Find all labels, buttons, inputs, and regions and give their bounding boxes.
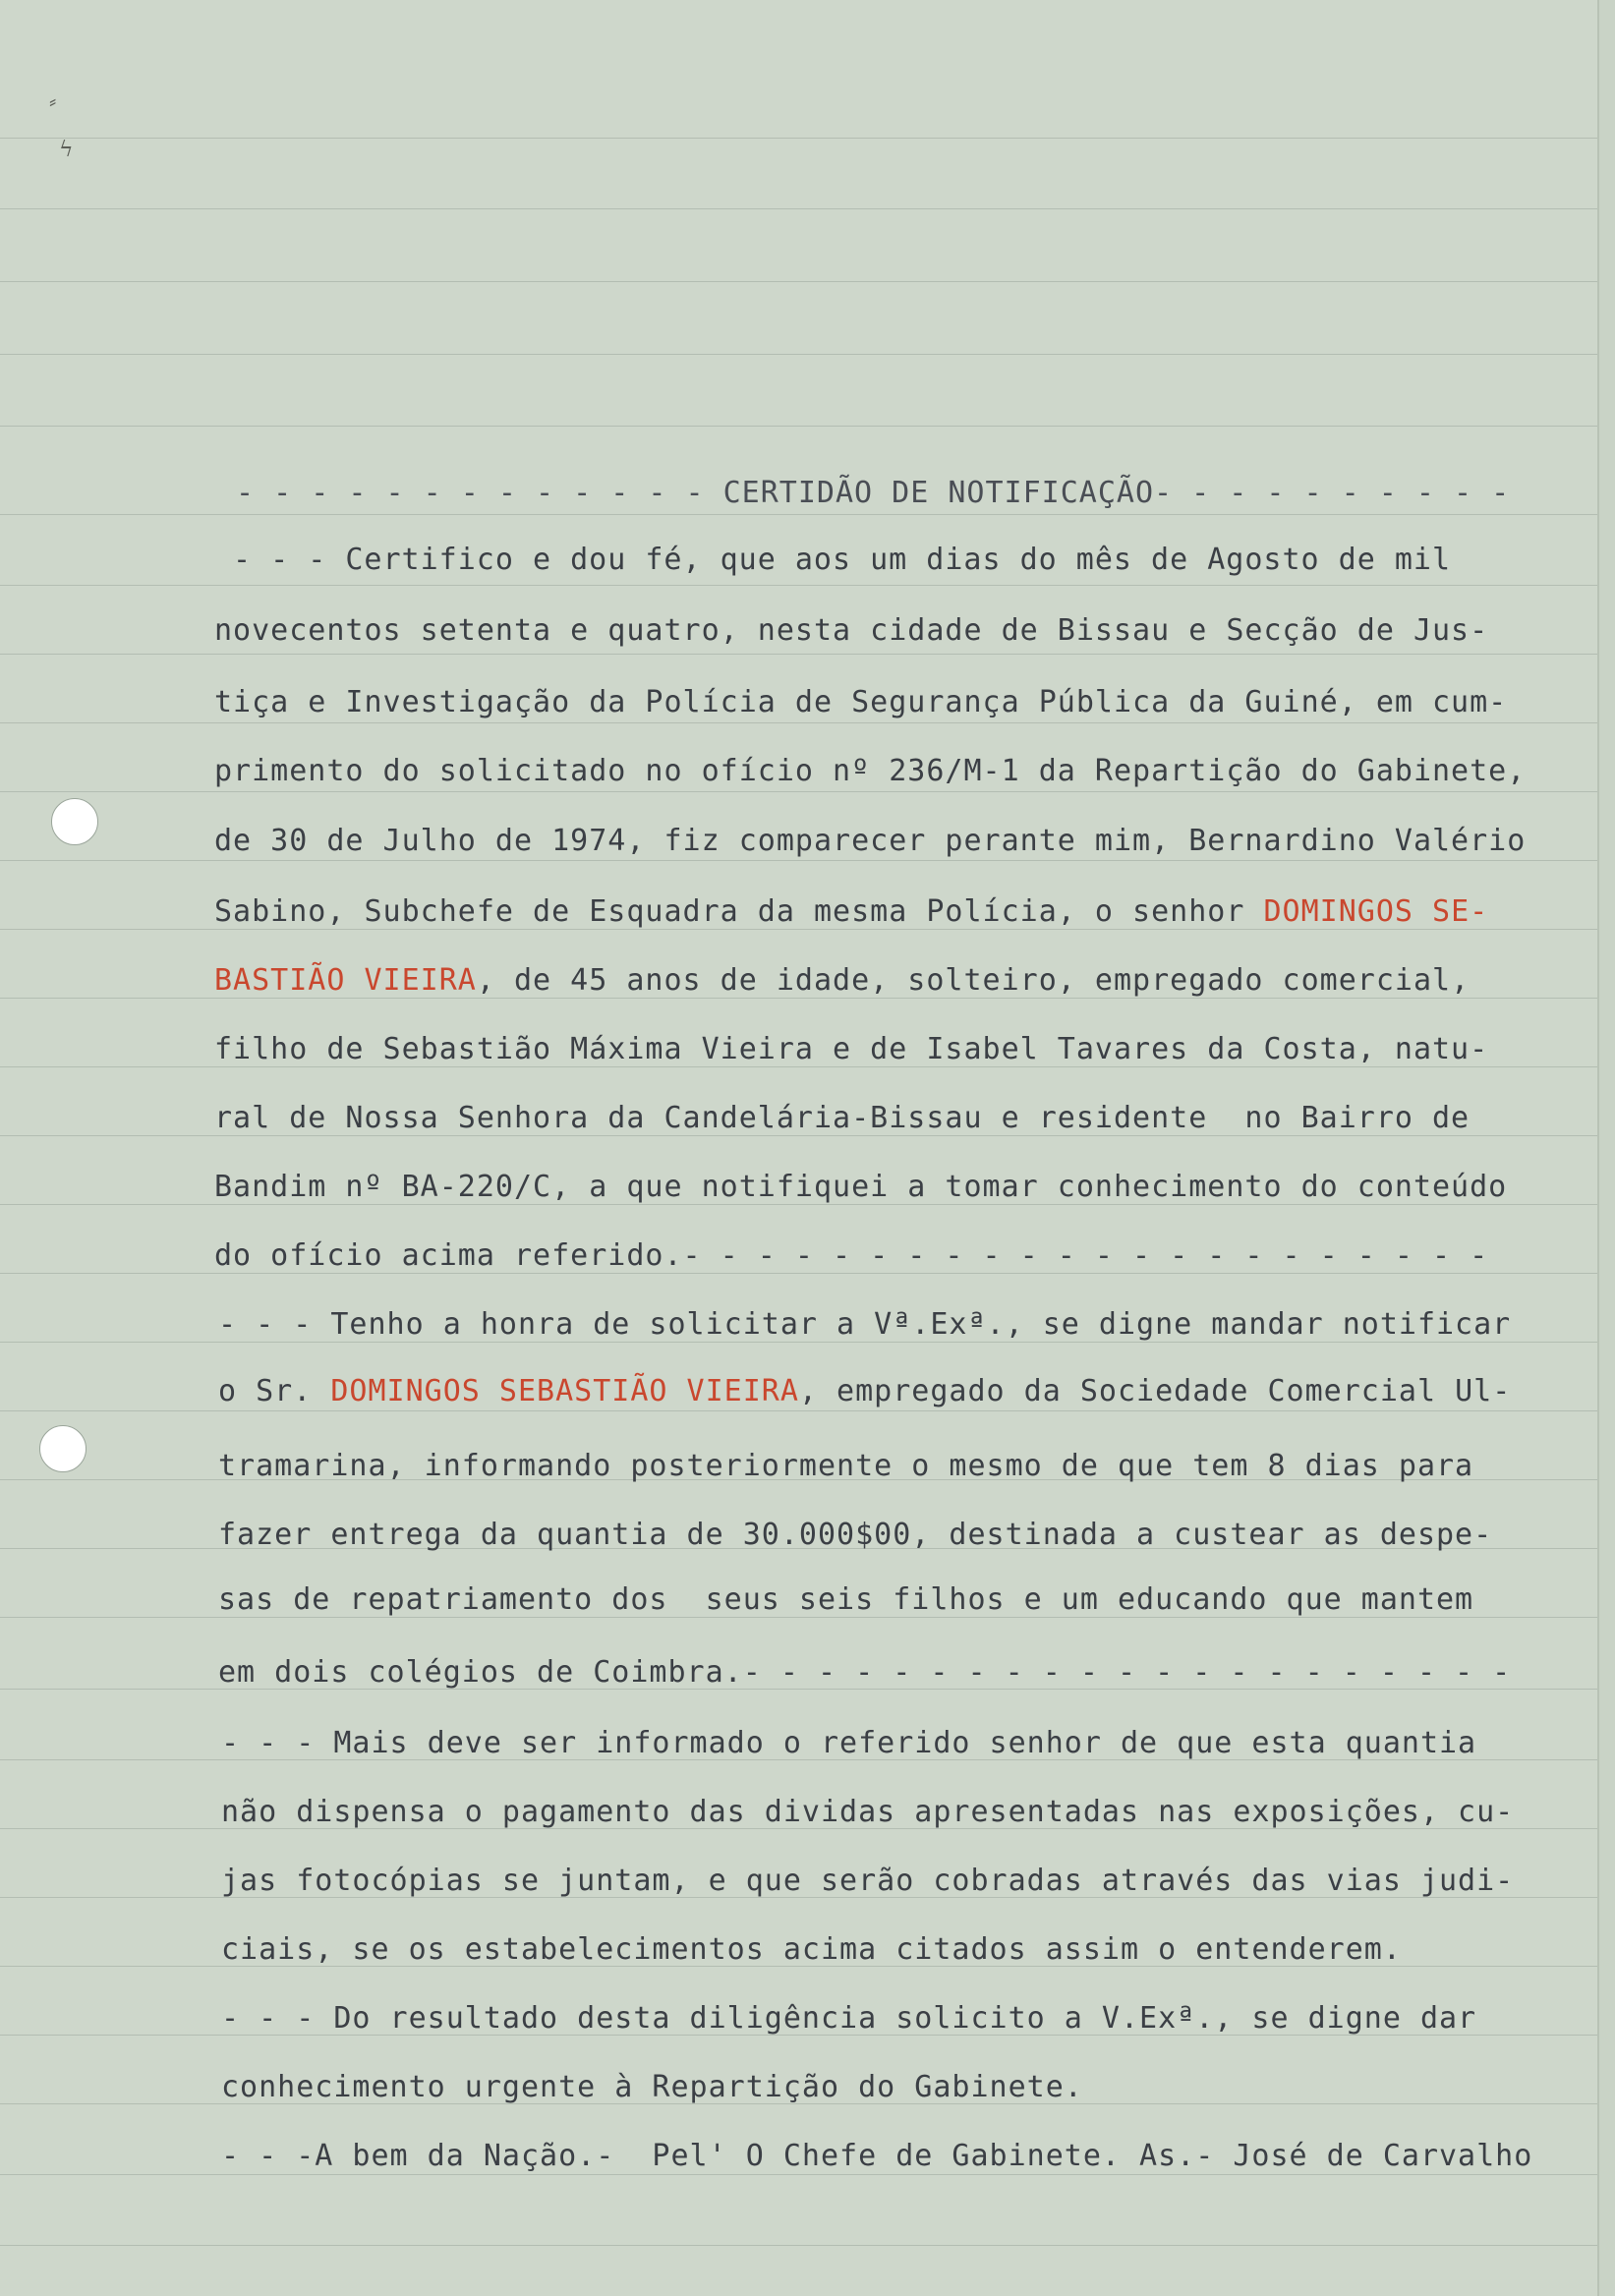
text-line: jas fotocópias se juntam, e que serão cobradas através das vias judi- (221, 1864, 1515, 1898)
highlighted-name: DOMINGOS SE- (1263, 894, 1489, 929)
handwritten-mark: ⸗ (49, 89, 57, 114)
ruled-line (0, 208, 1597, 209)
text-line: de 30 de Julho de 1974, fiz comparecer perante mim, Bernardino Valério (214, 824, 1527, 858)
punch-hole (39, 1425, 87, 1472)
ruled-line (0, 654, 1597, 655)
text-line: o Sr. DOMINGOS SEBASTIÃO VIEIRA, empregado da Sociedade Comercial Ul- (218, 1374, 1512, 1408)
text-line: - - - Tenho a honra de solicitar a Vª.Exª., se digne mandar notificar (218, 1307, 1512, 1342)
ruled-line (0, 791, 1597, 792)
ruled-line (0, 2245, 1597, 2246)
text-line: - - - Do resultado desta diligência solicito a V.Exª., se digne dar (221, 2001, 1477, 2036)
text-line: sas de repatriamento dos seus seis filhos e um educando que mantem (218, 1582, 1474, 1617)
text-line: conhecimento urgente à Repartição do Gabinete. (221, 2070, 1083, 2104)
text-line: tramarina, informando posteriormente o mesmo de que tem 8 dias para (218, 1449, 1474, 1483)
ruled-line (0, 860, 1597, 861)
ruled-line (0, 281, 1597, 282)
ruled-line (0, 1273, 1597, 1274)
ruled-line (0, 1410, 1597, 1411)
text-line: primento do solicitado no ofício nº 236/M-1 da Repartição do Gabinete, (214, 754, 1527, 788)
text-line: não dispensa o pagamento das dividas apresentadas nas exposições, cu- (221, 1795, 1515, 1829)
highlighted-name: BASTIÃO VIEIRA (214, 963, 477, 998)
text-line: em dois colégios de Coimbra.- - - - - - - - - - - - - - - - - - - - - (218, 1655, 1512, 1690)
text-line: novecentos setenta e quatro, nesta cidade de Bissau e Secção de Jus- (214, 613, 1489, 648)
text-line: Sabino, Subchefe de Esquadra da mesma Polícia, o senhor DOMINGOS SE- (214, 894, 1489, 929)
signature-line: - - -A bem da Nação.- Pel' O Chefe de Gabinete. As.- José de Carvalho (221, 2139, 1533, 2173)
ruled-line (0, 2174, 1597, 2175)
ruled-line (0, 1617, 1597, 1618)
ruled-line (0, 998, 1597, 999)
ruled-line (0, 1204, 1597, 1205)
ruled-line (0, 514, 1597, 515)
ruled-line (0, 1342, 1597, 1343)
document-title: - - - - - - - - - - - - - CERTIDÃO DE NOTIFICAÇÃO- - - - - - - - - - (236, 476, 1511, 510)
text-line: ral de Nossa Senhora da Candelária-Bissau e residente no Bairro de (214, 1101, 1471, 1135)
punch-hole (51, 798, 98, 845)
ruled-line (0, 426, 1597, 427)
ruled-line (0, 585, 1597, 586)
ruled-line (0, 1135, 1597, 1136)
text-line: filho de Sebastião Máxima Vieira e de Isabel Tavares da Costa, natu- (214, 1032, 1489, 1066)
text-line: Bandim nº BA-220/C, a que notifiquei a tomar conhecimento do conteúdo (214, 1170, 1508, 1204)
text-line: - - - Mais deve ser informado o referido senhor de que esta quantia (221, 1726, 1477, 1760)
text-line: ciais, se os estabelecimentos acima citados assim o entenderem. (221, 1932, 1402, 1967)
text-line: do ofício acima referido.- - - - - - - - - - - - - - - - - - - - - - (214, 1238, 1489, 1273)
text-line: BASTIÃO VIEIRA, de 45 anos de idade, solteiro, empregado comercial, (214, 963, 1471, 998)
ruled-line (0, 138, 1597, 139)
text-line: fazer entrega da quantia de 30.000$00, destinada a custear as despe- (218, 1518, 1493, 1552)
text-line: tiça e Investigação da Polícia de Segurança Pública da Guiné, em cum- (214, 685, 1508, 719)
ruled-line (0, 929, 1597, 930)
highlighted-name: DOMINGOS SEBASTIÃO VIEIRA (330, 1374, 799, 1408)
ruled-line (0, 354, 1597, 355)
handwritten-mark: ϟ (59, 138, 74, 162)
ruled-line (0, 1066, 1597, 1067)
ruled-line (0, 722, 1597, 723)
text-line: - - - Certifico e dou fé, que aos um dias do mês de Agosto de mil (233, 543, 1451, 577)
